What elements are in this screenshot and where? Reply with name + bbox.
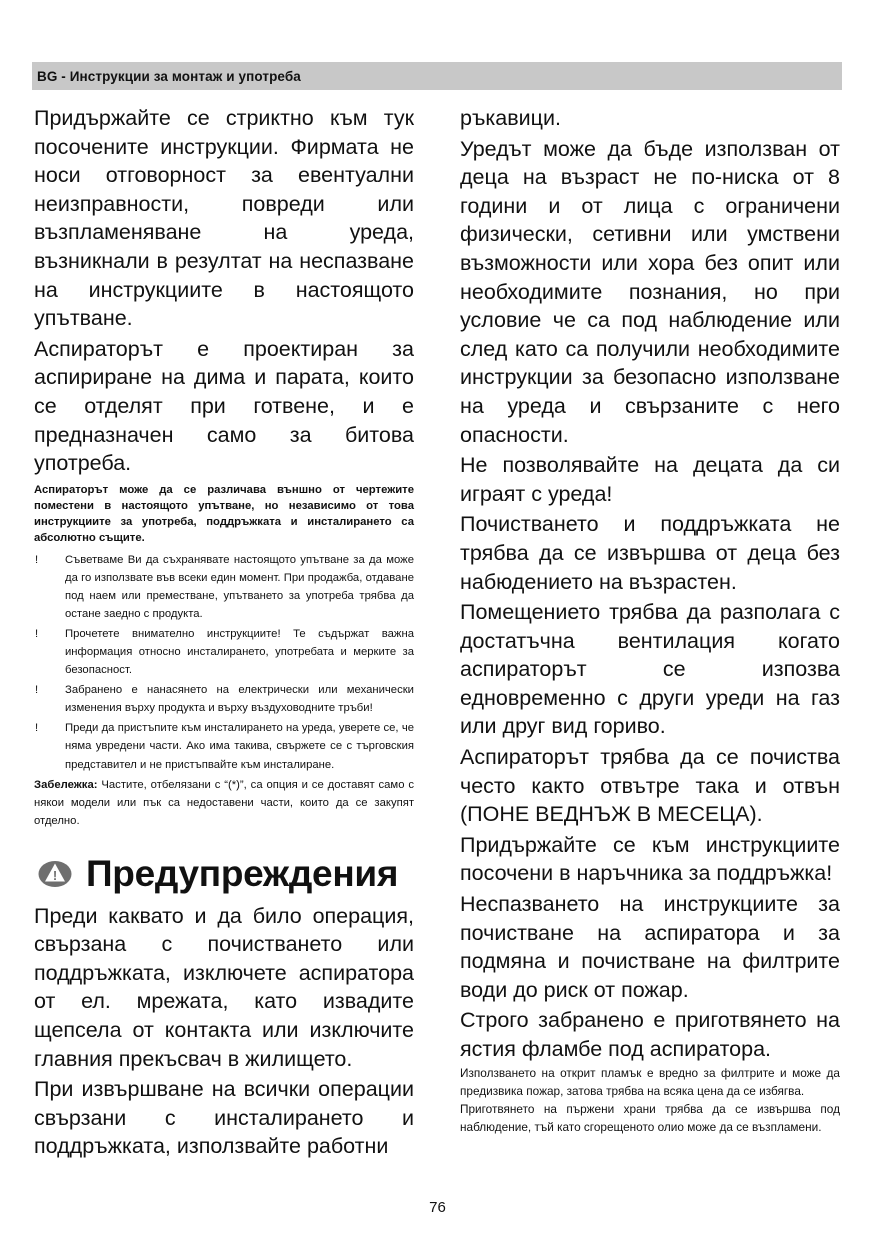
list-item (34, 551, 414, 623)
note-paragraph (34, 776, 414, 830)
warning-triangle-icon (38, 857, 72, 891)
right-paragraph: Аспираторът трябва да се почиства често както отвътре така и отвън (ПОНЕ ВЕДНЪЖ В МЕСЕЦА). (460, 745, 840, 827)
right-paragraph: Строго забранено е приготвянето на ястия фламбе под аспиратора. (460, 1008, 840, 1061)
list-item (34, 719, 414, 773)
safety-bullet-list (34, 551, 414, 774)
left-column (34, 104, 414, 1161)
small-paragraph-2: Приготвянето на пържени храни трябва да се извършва под наблюдение, тъй като сгорещеното олио може да се възпламени. (460, 1102, 840, 1135)
bullet-mark: ! (35, 627, 39, 640)
continuation-text: ръкавици. (460, 106, 561, 130)
bullet-text: Прочетете внимателно инструкциите! Те съдържат важна информация относно инсталирането, употребата и мерките за безопасност. (65, 627, 414, 677)
bullet-text: Съветваме Ви да съхранявате настоящото упътване за да може да го използвате във всеки един момент. При продажба, отдаване под наем или преместване, упътването за употреба трябва да остане заедно с продукта. (65, 553, 414, 620)
right-column (460, 104, 840, 1136)
warnings-heading (34, 852, 414, 896)
warning-paragraph-1: Преди каквато и да било операция, свързана с почистването или поддръжката, изключете аспиратора от ел. мрежата, като извадите щепсела от контакта или изключите главния прекъсвач в жилището. (34, 903, 414, 1071)
bullet-text: Забранено е нанасянето на електрически или механически изменения върху продукта и върху въздуховодните тръби! (65, 684, 414, 715)
header-title: BG - Инструкции за монтаж и употреба (37, 69, 301, 84)
right-paragraph: Почистването и поддръжката не трябва да се извършва от деца без набюдението на възрастен. (460, 512, 840, 594)
note-text: Частите, отбелязани с “(*)”, са опция и се доставят само с някои модели или пък са недоставени части, които да се закупят отделно. (34, 778, 414, 827)
intro-paragraph-1: Придържайте се стриктно към тук посочените инструкции. Фирмата не носи отговорност за евентуални неизправности, повреди или възпламеняване на уреда, възникнали в резултат на неспазване на инструкциите в настоящото упътване. (34, 106, 414, 331)
right-paragraph: Придържайте се към инструкциите посочени в наръчника за поддръжка! (460, 832, 840, 886)
list-item (34, 625, 414, 679)
list-item (34, 681, 414, 717)
warning-paragraph-2: При извършване на всички операции свързани с инсталирането и поддръжката, използвайте работни (34, 1077, 414, 1159)
bullet-mark: ! (35, 722, 39, 735)
intro-paragraph-2: Аспираторът е проектиран за аспириране на дима и парата, които се отделят при готвене, и е предназначен само за битова употреба. (34, 336, 414, 476)
bullet-mark: ! (35, 684, 39, 697)
note-label: Забележка: (34, 778, 98, 791)
page-number: 76 (429, 1199, 446, 1216)
bullet-text: Преди да пристъпите към инсталирането на уреда, уверете се, че няма увредени части. Ако има такива, свържете се с търговския представител и не пристъпвайте към инсталиране. (65, 722, 414, 771)
right-paragraph: Не позволявайте на децата да си играят с уреда! (460, 453, 840, 506)
warning-icon-symbol: ! (52, 867, 58, 883)
small-paragraph-1: Използването на открит пламък е вредно за филтрите и може да предизвика пожар, затова трябва на всяка цена да се избягва. (460, 1065, 840, 1098)
bold-notice: Аспираторът може да се различава външно от чертежите поместени в настоящото упътване, но независимо от това инструкциите за употреба, поддръжката и инсталирането са абсолютно същите. (34, 483, 414, 545)
right-paragraph: Уредът може да бъде използван от деца на възраст не по-ниска от 8 години и от лица с ограничени физически, сетивни или умствени възможности или хора без опит или необходимите познания, но при условие че са под наблюдение или след като са получили необходимите инструкции за безопасно използване на уреда и свързаните с него опасности. (460, 136, 840, 447)
warnings-title: Предупреждения (86, 852, 399, 894)
right-paragraph: Помещението трябва да разполага с достатъчна вентилация когато аспираторът се изпозва едновременно с други уреди на газ или друг вид гориво. (460, 600, 840, 739)
right-paragraph: Неспазването на инструкциите за почистване на аспиратора и за подмяна и почистване на филтрите води до риск от пожар. (460, 892, 840, 1002)
header-bar (32, 62, 842, 90)
bullet-mark: ! (35, 553, 39, 566)
